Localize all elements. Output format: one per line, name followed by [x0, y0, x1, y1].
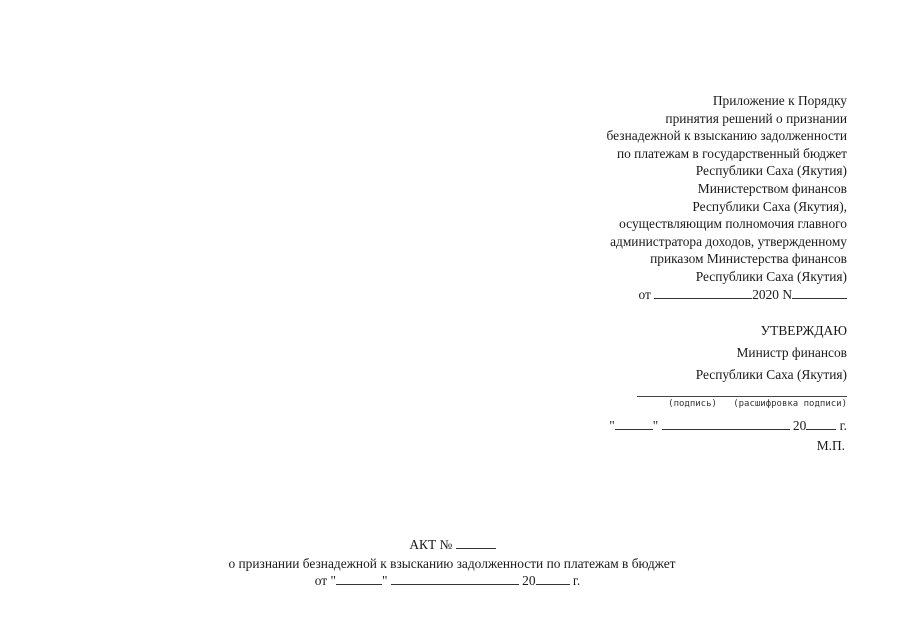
appendix-date-blank [654, 287, 752, 299]
signature-line [637, 396, 847, 397]
act-date-year-suffix: г. [572, 573, 581, 588]
act-day-blank [336, 573, 382, 585]
appendix-number-blank [792, 287, 847, 299]
act-title-text: АКТ № [409, 537, 453, 552]
act-date [0, 573, 905, 589]
appendix-line: Республики Саха (Якутия) [695, 163, 847, 179]
appendix-line: принятия решений о признании [665, 110, 847, 126]
act-number-blank [456, 537, 496, 549]
appendix-reference [607, 92, 847, 303]
appendix-line: по платежам в государственный бюджет [616, 145, 847, 161]
appendix-order-date [607, 286, 847, 304]
appendix-date-year: 2020 N [752, 286, 792, 302]
appendix-line: безнадежной к взысканию задолженности [606, 128, 847, 144]
month-blank [662, 418, 790, 430]
date-close-quote: " [652, 418, 659, 433]
day-blank [615, 418, 653, 430]
act-date-century: 20 [522, 573, 536, 588]
stamp-place: М.П. [816, 438, 845, 453]
approval-heading: УТВЕРЖДАЮ [760, 323, 847, 338]
appendix-date-prefix: от [638, 286, 651, 302]
act-date-prefix: от " [314, 573, 336, 588]
act-subtitle [0, 556, 905, 572]
date-year-suffix: г. [839, 418, 847, 433]
appendix-line: Республики Саха (Якутия) [695, 268, 847, 284]
act-title [0, 537, 905, 553]
signature-caption: (подпись) [668, 399, 717, 409]
act-date-close-quote: " [381, 573, 388, 588]
date-century: 20 [792, 418, 807, 433]
appendix-line: Республики Саха (Якутия), [692, 198, 847, 214]
act-month-blank [391, 573, 519, 585]
decipher-caption: (расшифровка подписи) [733, 399, 847, 409]
approval-position-line: Министр финансов [736, 345, 847, 360]
appendix-line: Министерством финансов [697, 180, 847, 196]
act-year-blank [536, 573, 570, 585]
act-subtitle-text: о признании безнадежной к взысканию задолженности по платежам в бюджет [228, 556, 676, 571]
appendix-line: Приложение к Порядку [712, 93, 847, 108]
signature-block [637, 396, 847, 409]
appendix-line: приказом Министерства финансов [650, 251, 847, 267]
approval-position-line: Республики Саха (Якутия) [695, 367, 847, 382]
year-blank [806, 418, 836, 430]
appendix-line: администратора доходов, утвержденному [610, 233, 847, 249]
date-open-quote: " [609, 418, 615, 433]
signature-captions [637, 399, 847, 409]
approval-block [696, 320, 847, 386]
approval-date [609, 418, 847, 434]
appendix-line: осуществляющим полномочия главного [619, 216, 847, 232]
